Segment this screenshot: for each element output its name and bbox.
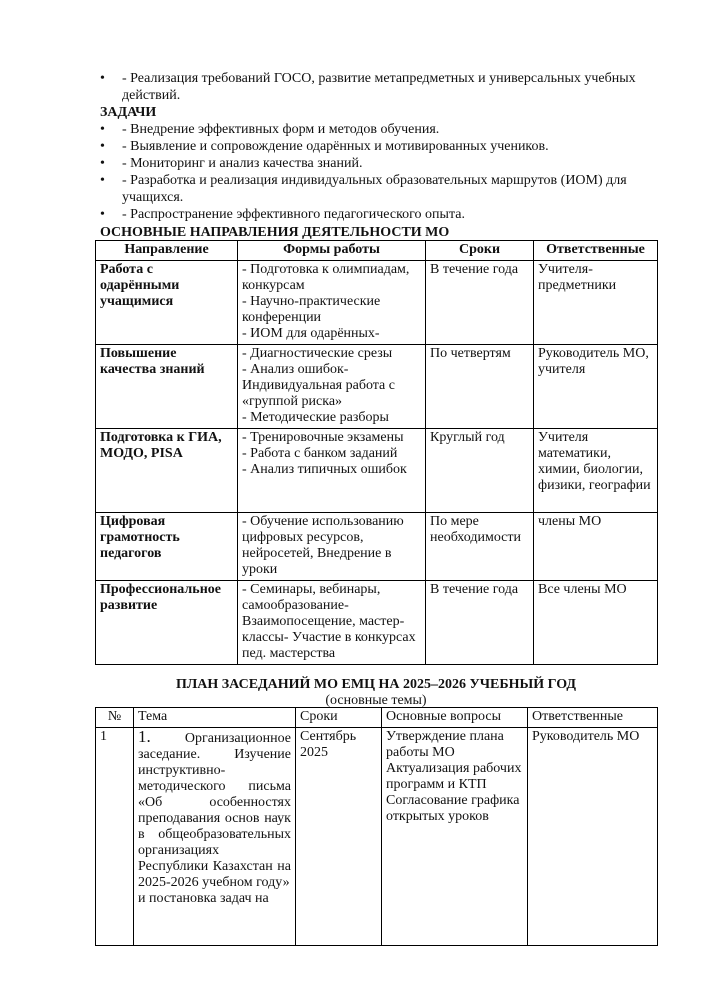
form-item: - Научно-практические конференции bbox=[242, 294, 381, 325]
topic-line: Организационное заседание. Изучение инструктивно-методического письма «Об особенностях преподавания основ наук в общеобразовательных организациях bbox=[138, 731, 291, 858]
table-header-row bbox=[96, 708, 658, 728]
column-header: Направление bbox=[96, 241, 238, 261]
responsible-cell: Учителя математики, химии, биологии, физики, географии bbox=[534, 429, 658, 513]
direction-cell: Повышение качества знаний bbox=[96, 345, 238, 429]
form-item: - Методические разборы bbox=[242, 410, 389, 425]
table-header-row bbox=[96, 241, 658, 261]
table-row bbox=[96, 345, 658, 429]
form-item: - Работа с банком заданий bbox=[242, 446, 398, 461]
form-item: - Семинары, вебинары, самообразование- Взаимопосещение, мастер-классы- Участие в конкурсах пед. мастерства bbox=[242, 582, 416, 661]
column-header: Тема bbox=[134, 708, 296, 728]
tasks-item: • - Распространение эффективного педагогического опыта. bbox=[100, 206, 670, 223]
directions-table bbox=[95, 240, 658, 665]
column-header: Сроки bbox=[426, 241, 534, 261]
table-row bbox=[96, 429, 658, 513]
form-item: - Анализ типичных ошибок bbox=[242, 462, 407, 477]
topic-line: Республики Казахстан на 2025-2026 учебном году» bbox=[138, 859, 291, 890]
number-cell: 1 bbox=[96, 728, 134, 946]
period-cell: Сентябрь 2025 bbox=[296, 728, 382, 946]
table-row bbox=[96, 513, 658, 581]
goals-list bbox=[100, 70, 670, 104]
form-item: - Тренировочные экзамены bbox=[242, 430, 404, 445]
direction-cell: Подготовка к ГИА, МОДО, PISA bbox=[96, 429, 238, 513]
period-cell: По четвертям bbox=[426, 345, 534, 429]
tasks-heading: ЗАДАЧИ bbox=[100, 105, 157, 120]
plan-subtitle: (основные темы) bbox=[325, 693, 427, 708]
responsible-cell: члены МО bbox=[534, 513, 658, 581]
column-header: Основные вопросы bbox=[382, 708, 528, 728]
plan-title: ПЛАН ЗАСЕДАНИЙ МО ЕМЦ НА 2025–2026 УЧЕБНЫЙ ГОД bbox=[175, 677, 577, 692]
form-item: - Подготовка к олимпиадам, конкурсам bbox=[242, 262, 410, 293]
column-header: Сроки bbox=[296, 708, 382, 728]
question-item: Утверждение плана работы МО bbox=[386, 729, 504, 760]
period-cell: В течение года bbox=[426, 581, 534, 665]
form-item: - Обучение использованию цифровых ресурсов, нейросетей, Внедрение в уроки bbox=[242, 514, 404, 577]
form-item: - ИОМ для одарённых- bbox=[242, 326, 380, 341]
tasks-item: • - Выявление и сопровождение одарённых и мотивированных учеников. bbox=[100, 138, 670, 155]
period-cell: По мере необходимости bbox=[426, 513, 534, 581]
forms-cell bbox=[238, 261, 426, 345]
table-row bbox=[96, 261, 658, 345]
direction-cell: Профессиональное развитие bbox=[96, 581, 238, 665]
topic-cell bbox=[134, 728, 296, 946]
questions-cell bbox=[382, 728, 528, 946]
column-header: Формы работы bbox=[238, 241, 426, 261]
responsible-cell: Учителя-предметники bbox=[534, 261, 658, 345]
period-cell: В течение года bbox=[426, 261, 534, 345]
forms-cell bbox=[238, 345, 426, 429]
responsible-cell: Все члены МО bbox=[534, 581, 658, 665]
responsible-cell: Руководитель МО, учителя bbox=[534, 345, 658, 429]
tasks-item: • - Внедрение эффективных форм и методов обучения. bbox=[100, 121, 670, 138]
responsible-cell: Руководитель МО bbox=[528, 728, 658, 946]
tasks-list bbox=[100, 121, 670, 223]
table-row bbox=[96, 728, 658, 946]
direction-cell: Работа с одарёнными учащимися bbox=[96, 261, 238, 345]
forms-cell bbox=[238, 513, 426, 581]
tasks-item: • - Разработка и реализация индивидуальных образовательных маршрутов (ИОМ) для учащихся. bbox=[100, 172, 670, 206]
question-item: Согласование графика открытых уроков bbox=[386, 793, 520, 824]
forms-cell bbox=[238, 429, 426, 513]
form-item: - Анализ ошибок- Индивидуальная работа с «группой риска» bbox=[242, 362, 395, 409]
question-item: Актуализация рабочих программ и КТП bbox=[386, 761, 522, 792]
table-row bbox=[96, 581, 658, 665]
column-header: Ответственные bbox=[534, 241, 658, 261]
plan-table bbox=[95, 707, 658, 946]
goals-item: • - Реализация требований ГОСО, развитие метапредметных и универсальных учебных действий. bbox=[100, 70, 670, 104]
directions-heading: ОСНОВНЫЕ НАПРАВЛЕНИЯ ДЕЯТЕЛЬНОСТИ МО bbox=[100, 225, 450, 240]
column-header: Ответственные bbox=[528, 708, 658, 728]
topic-line: и постановка задач на bbox=[138, 891, 269, 906]
forms-cell bbox=[238, 581, 426, 665]
topic-number: 1. bbox=[138, 727, 151, 746]
direction-cell: Цифровая грамотность педагогов bbox=[96, 513, 238, 581]
tasks-item: • - Мониторинг и анализ качества знаний. bbox=[100, 155, 670, 172]
form-item: - Диагностические срезы bbox=[242, 346, 393, 361]
period-cell: Круглый год bbox=[426, 429, 534, 513]
column-header: № bbox=[96, 708, 134, 728]
